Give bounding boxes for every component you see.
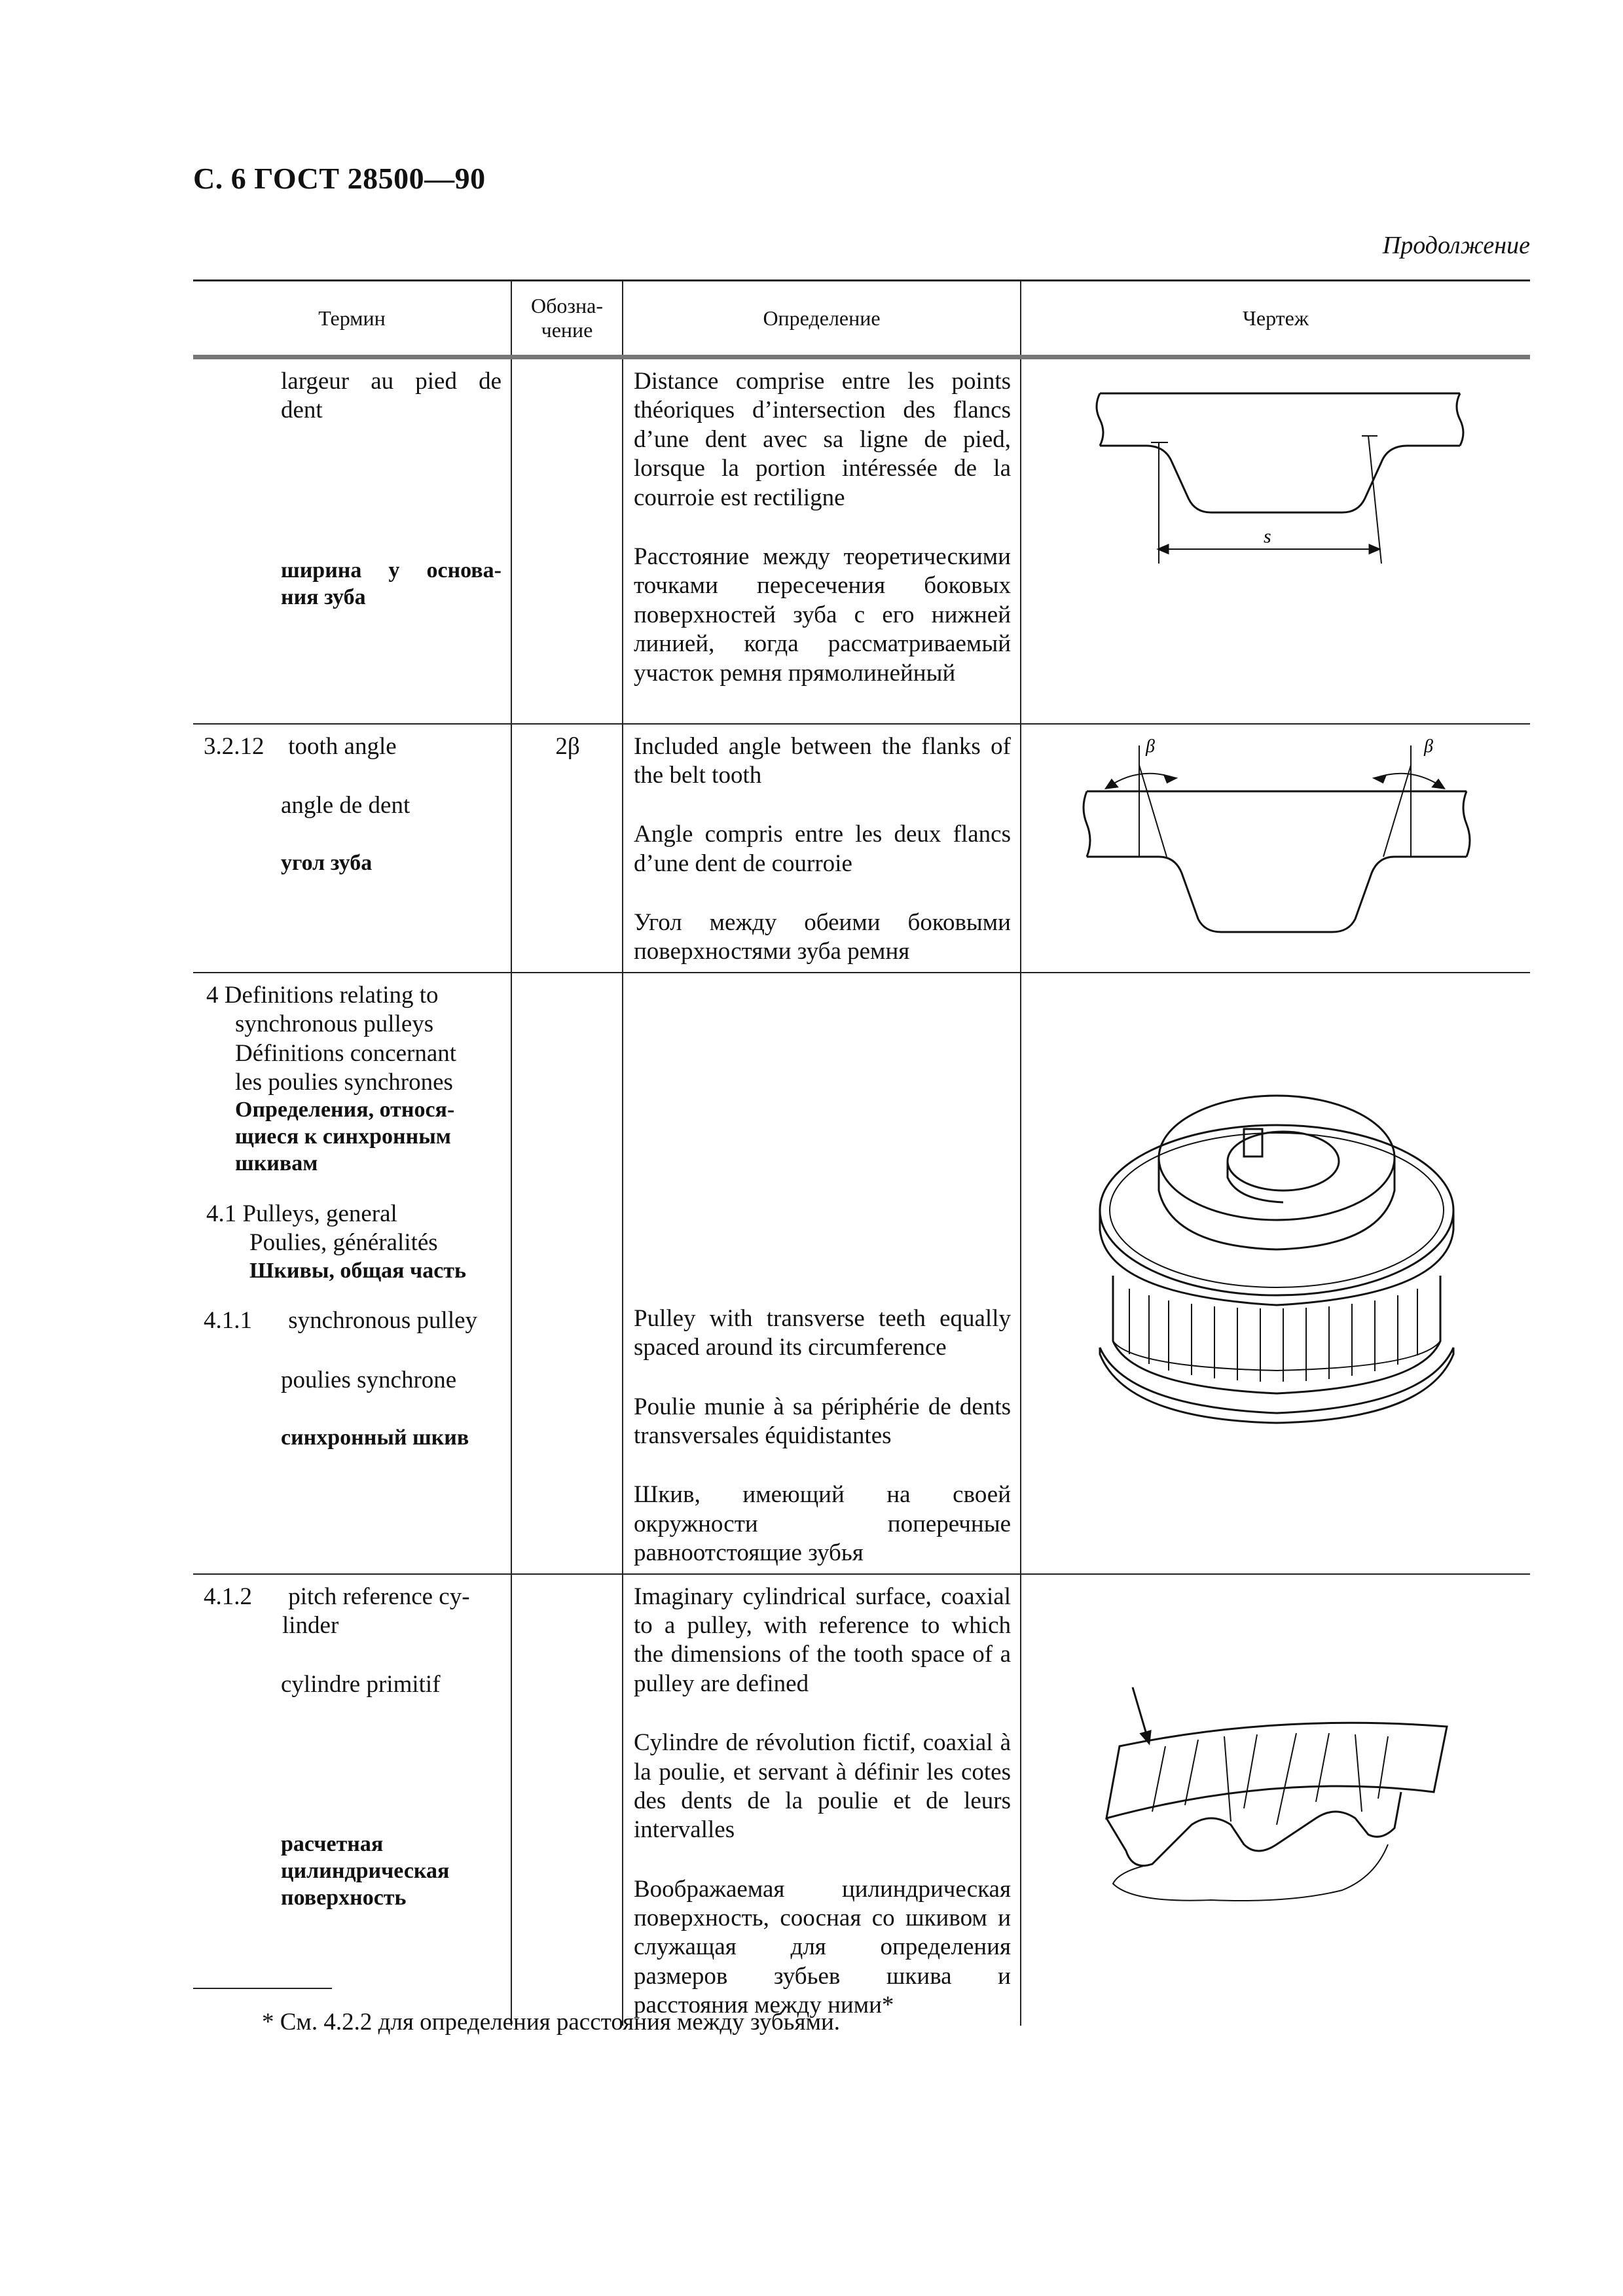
term-cell: [193, 357, 511, 724]
term-fr: largeur au pied de dent: [281, 368, 501, 424]
table-header-row: [193, 281, 1530, 357]
section-heading-en: [206, 981, 501, 1010]
term-ru: [204, 1831, 501, 1911]
continuation-label: Продолжение: [1382, 232, 1530, 259]
section-heading: [204, 981, 501, 1177]
subsection-heading-ru: Шкивы, общая часть: [249, 1258, 466, 1283]
table-row: [193, 357, 1530, 724]
term-ru-line2: цилиндрическая: [281, 1859, 450, 1884]
term-number: 4.1.1: [204, 1307, 252, 1335]
term-cell: [193, 1574, 511, 2026]
definition-cell: [623, 1574, 1021, 2026]
column-header-symbol-line1: Обозна-: [530, 294, 603, 318]
subsection-heading: [204, 1200, 501, 1285]
term-ru-line1: ширина у основа-: [281, 558, 501, 583]
term-ru: угол зуба: [281, 851, 373, 876]
footnote: * См. 4.2.2 для определения расстояния между зубьями.: [262, 2009, 841, 2036]
term-ru: синхронный шкив: [281, 1426, 469, 1450]
term-en: [204, 732, 501, 761]
column-header-symbol: [511, 281, 623, 357]
term-ru-line2: ния зуба: [281, 584, 366, 609]
definition-fr: Distance comprise entre les points théoriques d’intersection des flancs d’une dent avec sa ligne de pied, lorsque la portion intéressée de la courroie est rectiligne: [634, 368, 1011, 511]
definition-fr: Angle compris entre les deux flancs d’une dent de courroie: [634, 821, 1011, 877]
section-heading-ru-line1: Определения, относя-: [235, 1098, 455, 1122]
definition-cell: [623, 724, 1021, 973]
section-heading-fr-line2: les poulies synchrones: [235, 1069, 453, 1096]
definition-spacer: [634, 981, 1011, 1304]
symbol-cell: [511, 357, 623, 724]
s-label: s: [1263, 526, 1271, 547]
definition-ru: Угол между обеими боковыми поверхностями зуба ремня: [634, 909, 1011, 965]
term-en: [204, 1306, 501, 1335]
term-en-text: synchronous pulley: [288, 1307, 478, 1335]
symbol-cell: 2β: [511, 724, 623, 973]
synchronous-pulley-drawing: [1080, 1079, 1473, 1446]
term-number: 3.2.12: [204, 732, 264, 760]
definition-ru: Расстояние между теоретическими точками пересечения боковых поверхностей зуба с его нижней линией, когда рассматриваемый участок ремня прямолинейный: [634, 543, 1011, 687]
drawing-cell: [1021, 973, 1530, 1574]
term-fr: cylindre primitif: [281, 1671, 441, 1698]
table-row: [193, 724, 1530, 973]
tooth-width-drawing: [1074, 367, 1480, 577]
drawing-cell: [1021, 724, 1530, 973]
beta-label-left: β: [1145, 736, 1155, 757]
column-header-symbol-line2: чение: [541, 318, 593, 342]
term-en-line2: linder: [282, 1611, 339, 1639]
term-cell: [193, 724, 511, 973]
term-en-text: tooth angle: [288, 732, 397, 760]
pitch-cylinder-drawing: [1080, 1674, 1473, 1910]
column-header-term: Термин: [193, 281, 511, 357]
term-en: [204, 1583, 501, 1641]
subsection-heading-en-text: Pulleys, general: [242, 1200, 397, 1227]
definition-en: Included angle between the flanks of the belt tooth: [634, 732, 1011, 789]
tooth-angle-drawing: [1067, 732, 1486, 948]
section-heading-en-line2: synchronous pulleys: [235, 1011, 434, 1038]
footnote-rule: [193, 1988, 332, 1989]
term-fr: poulies synchrone: [281, 1366, 457, 1393]
term-fr: angle de dent: [281, 791, 410, 819]
subsection-heading-en: [206, 1200, 501, 1229]
section-number: 4: [206, 981, 219, 1009]
section-heading-ru-line2: щиеся к синхронным: [235, 1124, 451, 1149]
term-ru-line3: поверхность: [281, 1885, 407, 1910]
definition-en: Pulley with transverse teeth equally spaced around its circumference: [634, 1304, 1011, 1361]
term-number: 4.1.2: [204, 1583, 252, 1610]
drawing-cell: [1021, 1574, 1530, 2026]
drawing-cell: [1021, 357, 1530, 724]
definition-ru: Воображаемая цилиндрическая поверхность, соосная со шкивом и служащая для определения размеров зубьев шкива и расстояния между ними*: [634, 1875, 1011, 2019]
subsection-number: 4.1: [206, 1200, 237, 1227]
symbol-cell: [511, 973, 623, 1574]
page-header: С. 6 ГОСТ 28500—90: [193, 162, 486, 195]
table-row: [193, 1574, 1530, 2026]
section-heading-ru-line3: шкивам: [235, 1151, 318, 1175]
symbol-cell: [511, 1574, 623, 2026]
column-header-drawing: Чертеж: [1021, 281, 1530, 357]
definition-cell: [623, 357, 1021, 724]
terms-table: [193, 279, 1530, 2026]
definition-fr: Poulie munie à sa périphérie de dents transversales équidistantes: [634, 1393, 1011, 1450]
definition-cell: [623, 973, 1021, 1574]
term-ru-line1: расчетная: [281, 1832, 384, 1857]
section-heading-en-line1: Definitions relating to: [224, 981, 439, 1009]
definition-en: Imaginary cylindrical surface, coaxial to a pulley, with reference to which the dimensions of the tooth space of a pulley are defined: [634, 1583, 1011, 1697]
section-heading-fr-line1: Définitions concernant: [235, 1039, 457, 1067]
table-row: [193, 973, 1530, 1574]
definition-ru: Шкив, имеющий на своей окружности поперечные равноотстоящие зубья: [634, 1481, 1011, 1567]
term-ru: [204, 558, 501, 611]
subsection-heading-fr: Poulies, généralités: [249, 1229, 438, 1257]
column-header-definition: Определение: [623, 281, 1021, 357]
beta-label-right: β: [1423, 736, 1433, 757]
definition-fr: Cylindre de révolution fictif, coaxial à la poulie, et servant à définir les cotes des dents de la poulie et de leurs intervalles: [634, 1729, 1011, 1844]
term-cell: [193, 973, 511, 1574]
term-en-line1: pitch reference cy-: [288, 1583, 470, 1610]
